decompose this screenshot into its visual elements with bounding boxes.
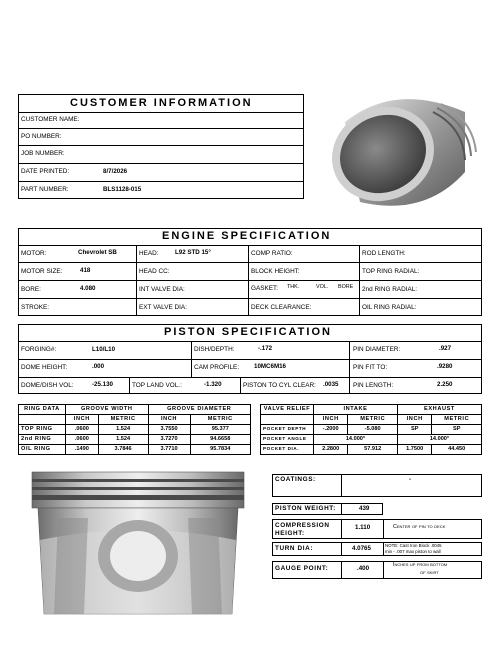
gasket-bore-label: BORE — [338, 284, 354, 290]
exhaust-metric-header: METRIC — [432, 415, 482, 425]
table-cell: 44.450 — [432, 445, 482, 455]
dome-height-value: .000 — [92, 363, 105, 370]
ring-data-header: RING DATA — [19, 405, 66, 415]
table-cell: 14.000° — [397, 435, 481, 445]
customer-name-label: CUSTOMER NAME: — [21, 116, 80, 123]
piston-spec-title: PISTON SPECIFICATION — [164, 326, 332, 338]
motor-size-label: MOTOR SIZE: — [21, 268, 63, 275]
int-valve-dia-label: INT VALVE DIA: — [139, 286, 185, 293]
ring-label: TOP RING — [19, 425, 66, 435]
exhaust-inch-header: INCH — [397, 415, 431, 425]
compression-height-label: COMPRESSION HEIGHT: — [275, 522, 330, 538]
pocket-angle-label: POCKET ANGLE — [261, 435, 314, 445]
groove-width-header: GROOVE WIDTH — [66, 405, 149, 415]
table-row — [19, 425, 251, 435]
compression-height-value: 1.110 — [355, 524, 371, 531]
piston-to-cyl-value: .0035 — [323, 381, 339, 388]
table-cell: .1490 — [66, 445, 99, 455]
gw-inch-header: INCH — [66, 415, 99, 425]
gauge-point-note-1: Inches up from bottom — [393, 562, 448, 568]
comp-ratio-label: COMP RATIO: — [251, 250, 293, 257]
customer-info-section — [18, 94, 304, 199]
turn-dia-note-1: NOTE: Cast Iron Block .0045 — [385, 543, 442, 548]
rod-length-label: ROD LENGTH: — [362, 250, 406, 257]
date-printed-label: DATE PRINTED: — [21, 168, 70, 175]
turn-dia-value: 4.0765 — [352, 545, 371, 552]
forging-label: FORGING#: — [21, 346, 57, 353]
dome-dish-vol-label: DOME/DISH VOL: — [21, 382, 74, 389]
table-cell: 1.524 — [98, 435, 148, 445]
ring-data-table — [18, 404, 251, 455]
intake-inch-header: INCH — [314, 415, 348, 425]
ext-valve-dia-label: EXT VALVE DIA: — [139, 304, 187, 311]
bore-value: 4.080 — [80, 285, 96, 292]
piston-top-illustration — [315, 82, 480, 222]
table-cell: .0600 — [66, 435, 99, 445]
job-number-label: JOB NUMBER: — [21, 150, 65, 157]
ring-label: OIL RING — [19, 445, 66, 455]
dish-depth-label: DISH/DEPTH: — [194, 346, 235, 353]
cam-profile-label: CAM PROFILE: — [194, 364, 240, 371]
part-number-value: BLS1128-015 — [103, 186, 142, 193]
pocket-dia-label: POCKET DIA. — [261, 445, 314, 455]
table-cell: .0600 — [66, 425, 99, 435]
pin-length-label: PIN LENGTH: — [353, 382, 394, 389]
gd-metric-header: METRIC — [190, 415, 250, 425]
table-cell: 1.7500 — [397, 445, 431, 455]
forging-value: L10/L10 — [92, 346, 116, 353]
gd-inch-header: INCH — [148, 415, 190, 425]
turn-dia-note-2: min - .007 max piston to wall — [385, 549, 441, 554]
table-row — [261, 425, 482, 435]
gw-metric-header: METRIC — [98, 415, 148, 425]
motor-label: MOTOR: — [21, 250, 47, 257]
ring-label: 2nd RING — [19, 435, 66, 445]
table-cell: 1.524 — [98, 425, 148, 435]
gasket-label: GASKET: — [251, 285, 278, 292]
dome-height-label: DOME HEIGHT: — [21, 364, 68, 371]
cam-profile-value: 10MC6M16 — [254, 363, 286, 370]
intake-metric-header: METRIC — [348, 415, 398, 425]
gauge-point-value: .400 — [357, 565, 370, 572]
exhaust-header: EXHAUST — [397, 405, 481, 415]
deck-clearance-label: DECK CLEARANCE: — [251, 304, 312, 311]
table-cell: 3.7846 — [98, 445, 148, 455]
top-land-vol-value: -1.320 — [204, 381, 222, 388]
po-number-label: PO NUMBER: — [21, 133, 62, 140]
gasket-thk-label: THK. — [287, 284, 300, 290]
pin-fit-value: .9280 — [437, 363, 453, 370]
head-cc-label: HEAD CC: — [139, 268, 170, 275]
bore-label: BORE: — [21, 286, 41, 293]
table-cell: 3.7550 — [148, 425, 190, 435]
table-row — [19, 445, 251, 455]
table-cell: 3.7710 — [148, 445, 190, 455]
top-land-vol-label: TOP LAND VOL.: — [132, 382, 182, 389]
table-cell: SP — [397, 425, 431, 435]
pin-diameter-value: .927 — [439, 345, 452, 352]
part-number-label: PART NUMBER: — [21, 186, 69, 193]
pin-diameter-label: PIN DIAMETER: — [353, 346, 401, 353]
top-ring-radial-label: TOP RING RADIAL: — [362, 268, 420, 275]
motor-value: Chevrolet SB — [78, 249, 117, 256]
table-cell: 95.7834 — [190, 445, 250, 455]
pocket-depth-label: POCKET DEPTH — [261, 425, 314, 435]
gauge-point-note-2: of skirt — [420, 570, 439, 576]
table-cell: 94.6658 — [190, 435, 250, 445]
customer-info-title: CUSTOMER INFORMATION — [70, 97, 253, 109]
compression-height-note: Center of pin to deck — [393, 524, 446, 530]
coatings-label: COATINGS: — [275, 476, 316, 483]
piston-weight-label: PISTON WEIGHT: — [275, 505, 336, 512]
pin-fit-label: PIN FIT TO: — [353, 364, 388, 371]
table-cell: 14.000° — [314, 435, 398, 445]
table-cell: 95.377 — [190, 425, 250, 435]
head-label: HEAD: — [139, 250, 159, 257]
pin-length-value: 2.250 — [437, 381, 453, 388]
table-cell: -5.080 — [348, 425, 398, 435]
table-cell: 57.912 — [348, 445, 398, 455]
intake-header: INTAKE — [314, 405, 398, 415]
table-cell: SP — [432, 425, 482, 435]
block-height-label: BLOCK HEIGHT: — [251, 268, 300, 275]
piston-side-illustration — [18, 468, 258, 618]
gauge-point-label: GAUGE POINT: — [275, 565, 329, 572]
dish-depth-value: -.172 — [258, 345, 273, 352]
groove-diameter-header: GROOVE DIAMETER — [148, 405, 250, 415]
oil-ring-radial-label: OIL RING RADIAL: — [362, 304, 417, 311]
table-cell: -.2000 — [314, 425, 348, 435]
coatings-value: - — [409, 476, 412, 483]
stroke-label: STROKE: — [21, 304, 50, 311]
date-printed-value: 8/7/2026 — [103, 168, 128, 175]
table-cell: 3.7270 — [148, 435, 190, 445]
turn-dia-label: TURN DIA: — [275, 545, 314, 552]
engine-spec-title: ENGINE SPECIFICATION — [162, 230, 332, 242]
gasket-vol-label: VOL. — [316, 284, 329, 290]
motor-size-value: 418 — [80, 267, 91, 274]
table-row — [19, 435, 251, 445]
table-row — [261, 445, 482, 455]
head-value: L92 STD 15° — [175, 249, 211, 256]
valve-relief-table — [260, 404, 482, 455]
piston-to-cyl-label: PISTON TO CYL CLEAR: — [243, 382, 316, 389]
dome-dish-vol-value: -25.130 — [92, 381, 113, 388]
valve-relief-header: VALVE RELIEF — [261, 405, 314, 415]
piston-weight-value: 439 — [359, 505, 370, 512]
table-row — [261, 435, 482, 445]
second-ring-radial-label: 2nd RING RADIAL: — [362, 286, 418, 293]
table-cell: 2.2800 — [314, 445, 348, 455]
